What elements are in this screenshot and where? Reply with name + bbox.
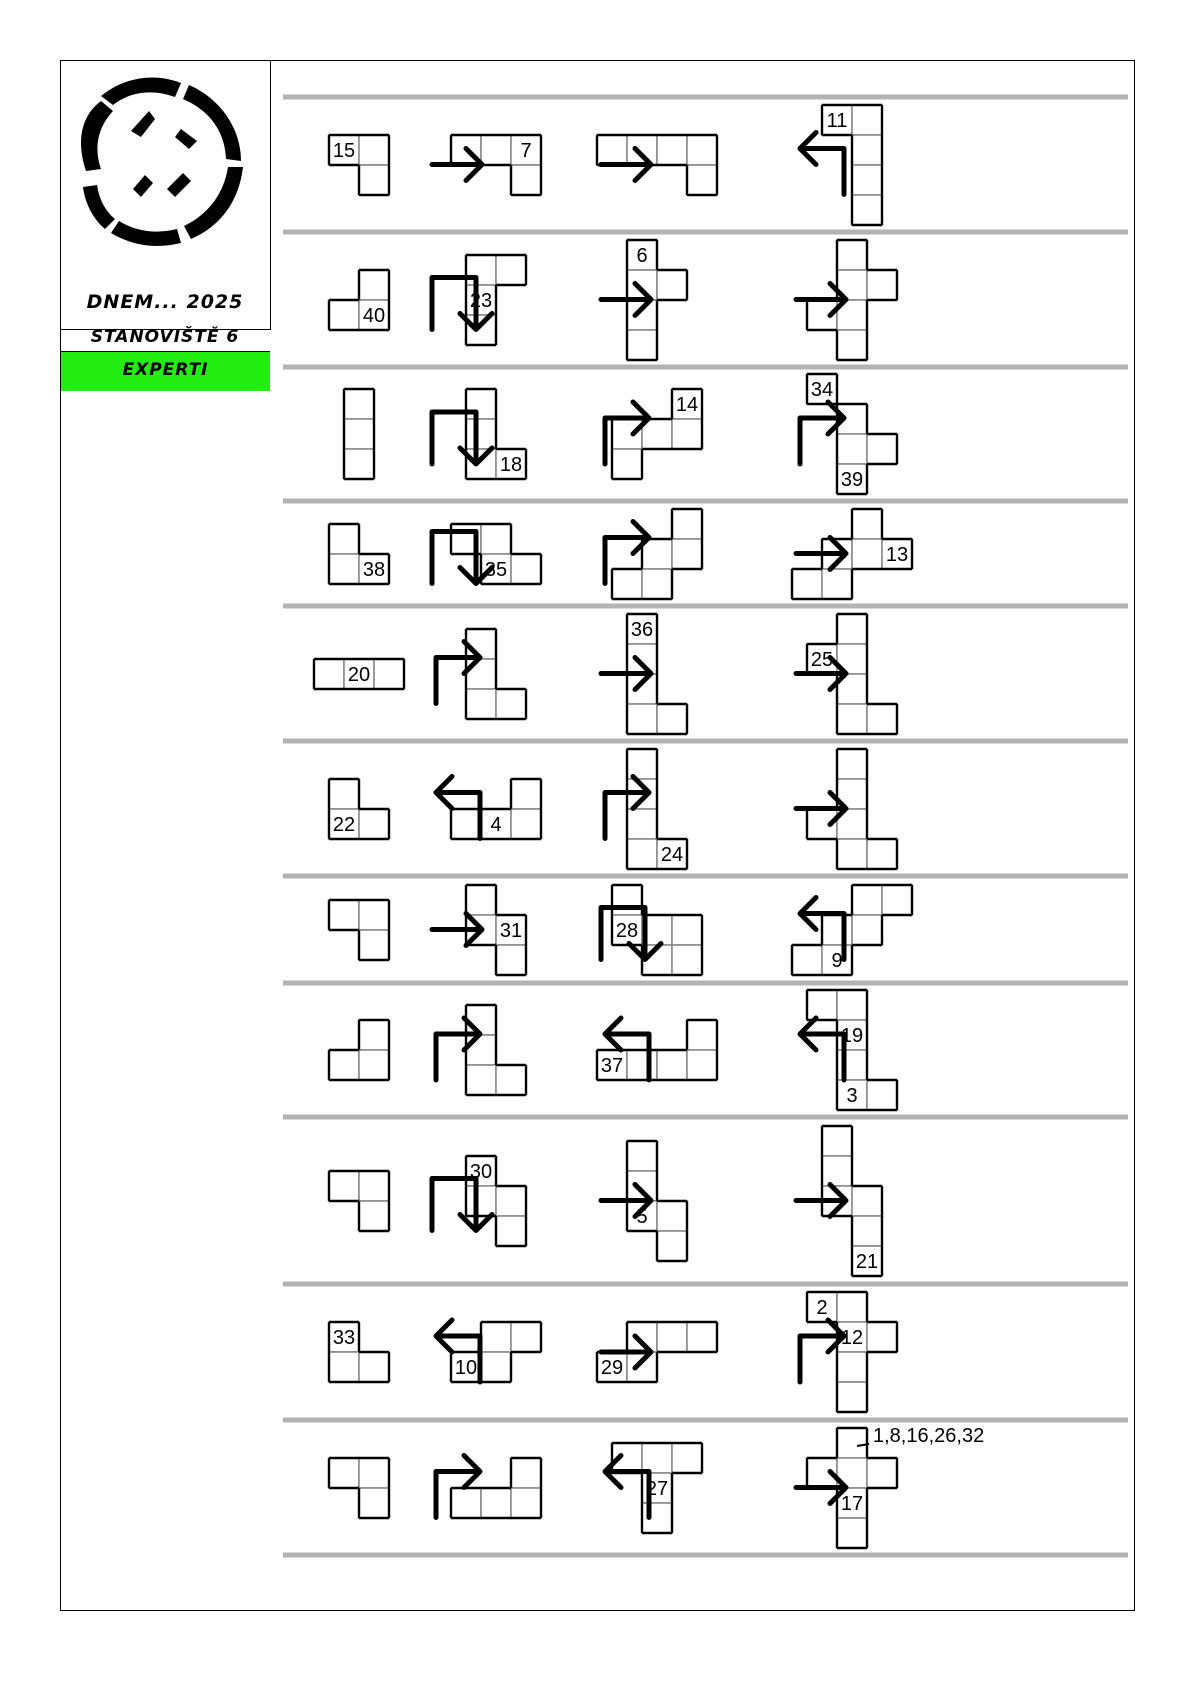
puzzle-row <box>329 749 897 869</box>
pentomino-piece <box>329 1020 389 1080</box>
pentomino-piece <box>329 135 389 195</box>
grid-cell <box>852 135 882 165</box>
grid-cell <box>359 1458 389 1488</box>
pentomino-piece <box>314 659 404 689</box>
puzzle-row <box>329 990 897 1110</box>
grid-cell <box>672 1443 702 1473</box>
cell-number-label: 23 <box>469 290 493 312</box>
grid-cell <box>627 270 657 300</box>
pentomino-piece <box>807 374 897 494</box>
puzzle-row <box>329 1425 984 1548</box>
cell-number-label: 20 <box>347 664 371 686</box>
pentomino-piece <box>451 1322 541 1382</box>
grid-cell <box>329 554 359 584</box>
grid-cell <box>837 1352 867 1382</box>
grid-cell <box>837 1518 867 1548</box>
cell-number-label: 36 <box>630 619 654 641</box>
puzzle-row <box>329 885 912 975</box>
cell-number-label: 3 <box>846 1085 858 1107</box>
grid-cell <box>672 945 702 975</box>
pentomino-piece <box>329 1322 389 1382</box>
grid-cell <box>672 419 702 449</box>
grid-cell <box>672 509 702 539</box>
grid-cell <box>451 809 481 839</box>
cell-number-label: 15 <box>332 140 356 162</box>
grid-cell <box>481 1322 511 1352</box>
grid-cell <box>852 165 882 195</box>
grid-cell <box>511 1458 541 1488</box>
grid-cell <box>837 434 867 464</box>
grid-cell <box>466 1186 496 1216</box>
grid-cell <box>852 539 882 569</box>
grid-cell <box>687 1020 717 1050</box>
cell-number-label: 29 <box>600 1357 624 1379</box>
grid-cell <box>627 1141 657 1171</box>
cell-number-label: 5 <box>636 1206 648 1228</box>
grid-cell <box>627 300 657 330</box>
grid-cell <box>837 330 867 360</box>
pentomino-piece <box>822 105 882 225</box>
grid-cell <box>852 195 882 225</box>
pentomino-piece <box>612 885 702 975</box>
cell-number-label: 35 <box>484 559 508 581</box>
cell-number-label: 10 <box>454 1357 478 1379</box>
grid-cell <box>344 389 374 419</box>
event-year-label: DNEM... 2025 <box>86 291 244 313</box>
pentomino-piece <box>329 524 389 584</box>
grid-cell <box>329 300 359 330</box>
puzzle-row <box>344 374 897 494</box>
grid-cell <box>657 270 687 300</box>
grid-cell <box>627 674 657 704</box>
pentomino-piece <box>466 1005 526 1095</box>
grid-cell <box>344 419 374 449</box>
grid-cell <box>496 1216 526 1246</box>
grid-cell <box>329 779 359 809</box>
grid-cell <box>867 270 897 300</box>
grid-cell <box>852 1186 882 1216</box>
grid-cell <box>822 915 852 945</box>
grid-cell <box>867 704 897 734</box>
grid-cell <box>466 255 496 285</box>
puzzle-row <box>314 614 897 734</box>
grid-cell <box>496 1186 526 1216</box>
cell-number-label: 18 <box>499 454 523 476</box>
grid-cell <box>466 419 496 449</box>
grid-cell <box>359 1352 389 1382</box>
grid-cell <box>837 1292 867 1322</box>
pentomino-piece <box>344 389 374 479</box>
cell-number-label: 28 <box>615 920 639 942</box>
grid-cell <box>466 1065 496 1095</box>
grid-cell <box>852 915 882 945</box>
puzzle-row <box>329 509 912 599</box>
grid-cell <box>359 1050 389 1080</box>
grid-cell <box>496 689 526 719</box>
grid-cell <box>314 659 344 689</box>
cell-number-label: 11 <box>826 110 848 132</box>
grid-cell <box>466 315 496 345</box>
pentomino-piece <box>329 1171 389 1231</box>
grid-cell <box>481 1488 511 1518</box>
puzzle-row <box>329 1292 897 1412</box>
cell-number-label: 19 <box>840 1025 864 1047</box>
grid-cell <box>657 1231 687 1261</box>
grid-cell <box>687 1050 717 1080</box>
grid-cell <box>852 105 882 135</box>
cell-number-label: 2 <box>816 1297 828 1319</box>
cell-number-label: 4 <box>490 814 502 836</box>
grid-cell <box>359 930 389 960</box>
grid-cell <box>792 945 822 975</box>
arrow-back-icon <box>800 133 844 195</box>
grid-cell <box>511 1488 541 1518</box>
grid-cell <box>481 135 511 165</box>
grid-cell <box>466 885 496 915</box>
grid-cell <box>837 839 867 869</box>
grid-cell <box>374 659 404 689</box>
grid-cell <box>627 839 657 869</box>
grid-cell <box>344 449 374 479</box>
grid-cell <box>329 900 359 930</box>
pentomino-piece <box>612 389 702 479</box>
grid-cell <box>822 569 852 599</box>
grid-cell <box>687 135 717 165</box>
grid-cell <box>657 1050 687 1080</box>
grid-cell <box>882 885 912 915</box>
grid-cell <box>822 1126 852 1156</box>
grid-cell <box>359 1201 389 1231</box>
grid-cell <box>837 704 867 734</box>
cell-number-label: 40 <box>362 305 386 327</box>
grid-cell <box>627 135 657 165</box>
grid-cell <box>612 419 642 449</box>
difficulty-level-badge: EXPERTI <box>61 351 270 391</box>
grid-cell <box>852 509 882 539</box>
grid-cell <box>807 990 837 1020</box>
cell-number-label: 14 <box>675 394 699 416</box>
grid-cell <box>329 524 359 554</box>
grid-cell <box>657 1201 687 1231</box>
grid-cell <box>329 1352 359 1382</box>
grid-cell <box>466 629 496 659</box>
cell-number-label: 6 <box>636 245 648 267</box>
grid-cell <box>792 569 822 599</box>
pentomino-piece <box>329 1458 389 1518</box>
grid-cell <box>511 779 541 809</box>
grid-cell <box>867 1322 897 1352</box>
grid-cell <box>687 1322 717 1352</box>
puzzle-row <box>329 105 882 225</box>
grid-cell <box>359 809 389 839</box>
pentomino-piece <box>329 270 389 330</box>
pentomino-piece <box>807 990 897 1110</box>
grid-cell <box>867 1080 897 1110</box>
grid-cell <box>627 1050 657 1080</box>
grid-cell <box>511 554 541 584</box>
grid-cell <box>852 885 882 915</box>
grid-cell <box>359 900 389 930</box>
grid-cell <box>657 1322 687 1352</box>
grid-cell <box>359 270 389 300</box>
grid-cell <box>359 165 389 195</box>
grid-cell <box>837 990 867 1020</box>
cell-number-label: 38 <box>362 559 386 581</box>
grid-cell <box>837 240 867 270</box>
grid-cell <box>657 135 687 165</box>
grid-cell <box>627 704 657 734</box>
grid-cell <box>837 749 867 779</box>
grid-cell <box>672 539 702 569</box>
cell-number-label: 22 <box>332 814 356 836</box>
grid-cell <box>359 1488 389 1518</box>
grid-cell <box>627 1322 657 1352</box>
grid-cell <box>329 1050 359 1080</box>
grid-cell <box>837 614 867 644</box>
cell-number-label: 30 <box>469 1161 493 1183</box>
pentomino-piece <box>792 885 912 975</box>
grid-cell <box>597 135 627 165</box>
grid-cell <box>627 1171 657 1201</box>
cell-number-label: 33 <box>332 1327 356 1349</box>
cell-number-label: 13 <box>885 544 909 566</box>
grid-cell <box>867 839 897 869</box>
station-label: STANOVIŠTĚ 6 <box>90 327 240 347</box>
cell-number-label: 21 <box>855 1251 879 1273</box>
pentomino-piece <box>612 509 702 599</box>
grid-cell <box>329 1458 359 1488</box>
pentomino-piece <box>466 629 526 719</box>
grid-cell <box>657 704 687 734</box>
cell-number-label: 25 <box>810 649 834 671</box>
grid-cell <box>481 1352 511 1382</box>
puzzle-row <box>329 240 897 360</box>
grid-cell <box>451 1488 481 1518</box>
cell-number-label: 12 <box>840 1327 864 1349</box>
pentomino-piece <box>807 1292 897 1412</box>
pentomino-piece <box>451 779 541 839</box>
grid-cell <box>672 915 702 945</box>
cell-number-label: 31 <box>499 920 523 942</box>
grid-cell <box>642 569 672 599</box>
grid-cell <box>511 809 541 839</box>
pentomino-piece <box>329 900 389 960</box>
pentomino-piece <box>597 1020 717 1080</box>
cell-number-label: 34 <box>810 379 834 401</box>
grid-cell <box>496 945 526 975</box>
grid-cell <box>612 569 642 599</box>
grid-cell <box>627 330 657 360</box>
grid-cell <box>466 1005 496 1035</box>
grid-cell <box>837 1428 867 1458</box>
grid-cell <box>822 1156 852 1186</box>
grid-cell <box>867 1458 897 1488</box>
grid-cell <box>612 449 642 479</box>
grid-cell <box>466 1035 496 1065</box>
pentomino-piece <box>612 1443 702 1533</box>
grid-cell <box>837 1382 867 1412</box>
grid-cell <box>627 644 657 674</box>
grid-cell <box>496 1065 526 1095</box>
grid-cell <box>627 809 657 839</box>
grid-cell <box>359 135 389 165</box>
grid-cell <box>481 524 511 554</box>
grid-cell <box>359 1171 389 1201</box>
cell-number-label: 17 <box>840 1493 864 1515</box>
cell-number-label: 7 <box>520 140 532 162</box>
grid-cell <box>627 1352 657 1382</box>
grid-cell <box>687 165 717 195</box>
puzzle-row <box>329 1126 882 1276</box>
grid-cell <box>496 255 526 285</box>
cell-number-label: 39 <box>840 469 864 491</box>
grid-cell <box>852 1216 882 1246</box>
cell-number-label: 9 <box>831 950 843 972</box>
grid-cell <box>466 689 496 719</box>
grid-cell <box>466 449 496 479</box>
extra-numbers-note: 1,8,16,26,32 <box>873 1425 985 1447</box>
grid-cell <box>359 1020 389 1050</box>
cell-number-label: 24 <box>660 844 684 866</box>
cell-number-label: 37 <box>600 1055 624 1077</box>
grid-cell <box>511 1322 541 1352</box>
grid-cell <box>329 1171 359 1201</box>
grid-cell <box>612 885 642 915</box>
cell-number-label: 27 <box>645 1478 669 1500</box>
grid-cell <box>511 165 541 195</box>
grid-cell <box>867 434 897 464</box>
pentomino-piece <box>329 779 389 839</box>
grid-cell <box>642 1443 672 1473</box>
